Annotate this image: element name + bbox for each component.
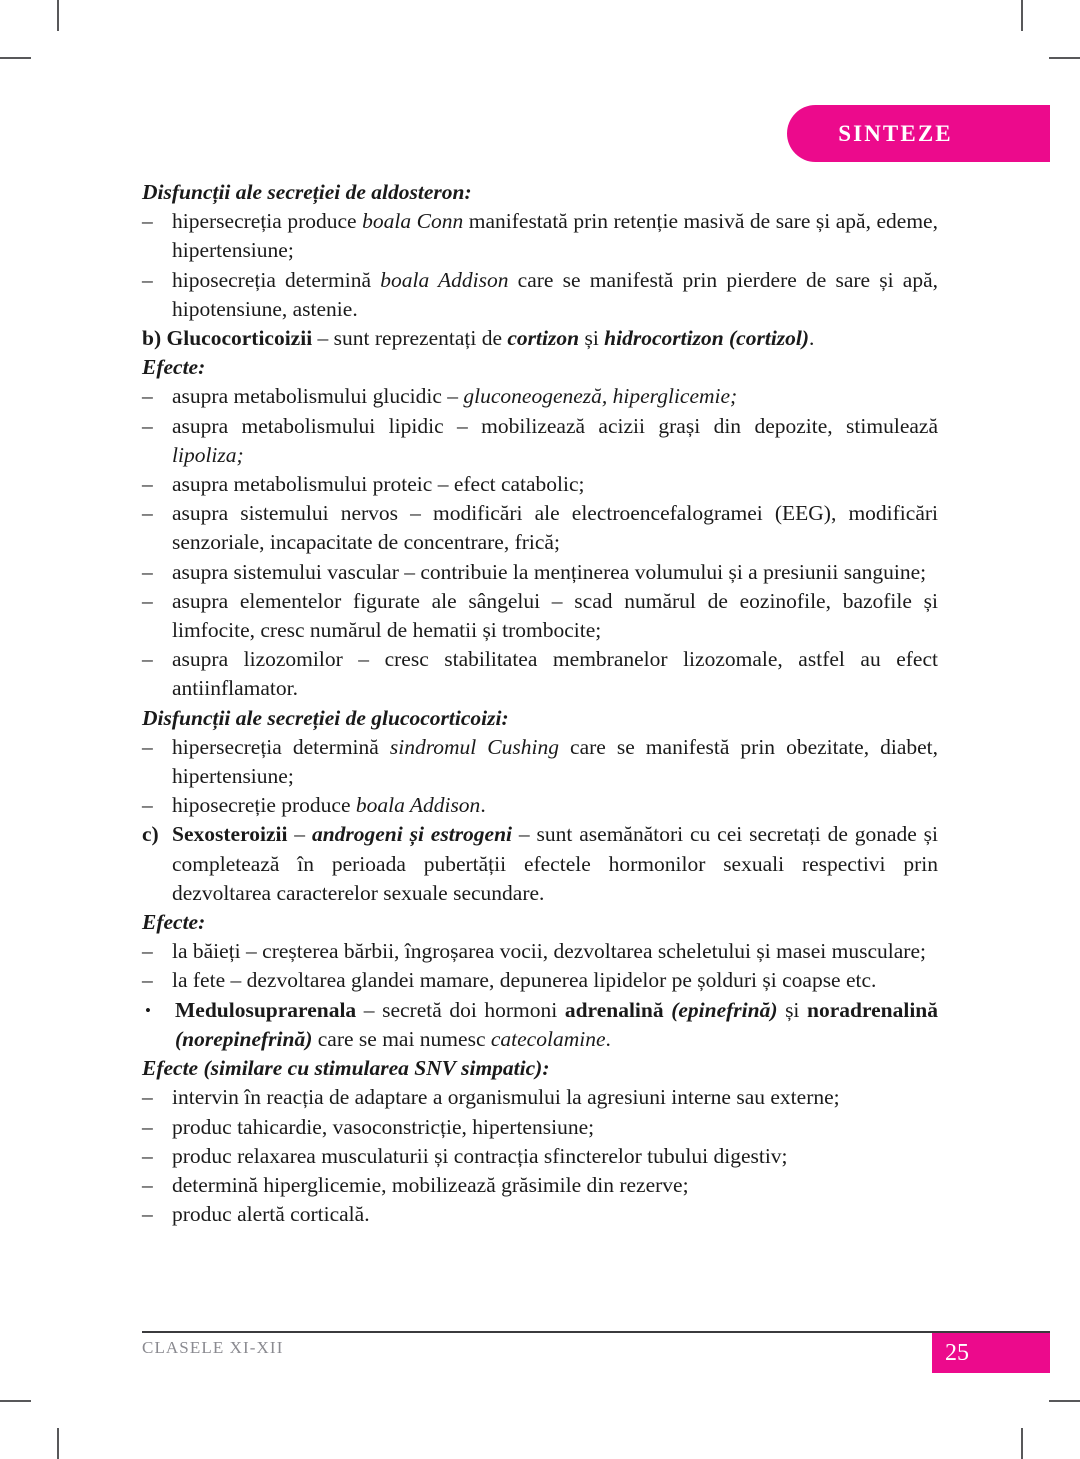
emphasis-term: boala Addison	[380, 267, 509, 292]
hormone-name: adrenalină	[564, 997, 664, 1022]
list-marker-dash: –	[142, 939, 153, 964]
hormone-alias: (norepinefrină)	[175, 1026, 313, 1051]
heading-efecte-glucocorticoizi: Efecte:	[142, 355, 206, 380]
list-item-text	[172, 733, 938, 791]
text-run: care se mai numesc	[312, 1026, 491, 1051]
list-marker-dash: –	[142, 1085, 153, 1110]
text-run: și	[579, 326, 605, 351]
item-term: Medulosuprarenala	[175, 997, 357, 1022]
list-item	[142, 382, 938, 411]
emphasis-term: sindromul Cushing	[389, 734, 559, 759]
list-item-text	[172, 791, 938, 820]
list-item	[142, 937, 938, 966]
list-item	[142, 1171, 938, 1200]
list-marker-dash: –	[142, 647, 153, 672]
list-item	[142, 587, 938, 645]
list-marker-dash: –	[142, 1172, 153, 1197]
text-run: manifestată prin retenție masivă de sare și apă, edeme, hipertensiune;	[172, 209, 938, 263]
crop-mark-bottom-right-vertical	[1021, 1428, 1023, 1459]
list-item-text: asupra sistemului nervos – modificări ale electroencefalogramei (EEG), modificări senzoriale, incapacitate de concentrare, frică;	[172, 501, 938, 555]
list-marker-dash: –	[142, 588, 153, 613]
list-marker-bullet: •	[145, 1000, 151, 1020]
list-item-text	[172, 382, 938, 411]
list-marker-dash: –	[142, 1202, 153, 1227]
list-item	[142, 791, 938, 820]
list-marker-dash: –	[142, 968, 153, 993]
list-item-text	[172, 266, 938, 324]
text-run: – sunt reprezentați de	[312, 326, 508, 351]
text-run: – secretă doi hormoni	[356, 997, 565, 1022]
list-item-text: produc alertă corticală.	[172, 1202, 370, 1227]
footer-class-label: CLASELE XI-XII	[142, 1338, 284, 1357]
crop-mark-bottom-left-horizontal	[0, 1400, 31, 1402]
list-item	[142, 733, 938, 791]
text-run: .	[809, 326, 815, 351]
emphasis-term: hidrocortizon (cortizol)	[604, 326, 810, 351]
text-run: care se manifestă prin pierdere de sare și apă, hipotensiune, astenie.	[172, 267, 939, 321]
crop-mark-top-right-horizontal	[1049, 57, 1080, 59]
list-item	[142, 207, 938, 265]
item-b-glucocorticoizii	[142, 324, 938, 353]
list-item-text: la băieți – creșterea bărbii, îngroșarea vocii, dezvoltarea scheletului și masei musculare;	[172, 939, 926, 964]
item-term: Glucocorticoizii	[166, 326, 313, 351]
emphasis-term: boala Conn	[362, 209, 464, 234]
list-item	[142, 470, 938, 499]
footer-divider	[142, 1331, 1050, 1333]
page-content	[142, 178, 938, 1229]
item-term: Sexosteroizii	[172, 822, 288, 847]
text-run: –	[287, 822, 312, 847]
list-marker-dash: –	[142, 734, 153, 759]
list-item	[142, 499, 938, 557]
text-run: hipersecreția determină	[172, 734, 390, 759]
list-item-text: asupra elementelor figurate ale sângelui – scad numărul de eozinofile, bazofile și limfocite, cresc numărul de hematii și trombocite;	[172, 588, 938, 643]
list-marker-dash: –	[142, 793, 153, 818]
crop-mark-bottom-right-horizontal	[1049, 1400, 1080, 1402]
text-run: care se manifestă prin obezitate, diabet, hipertensiune;	[172, 734, 939, 789]
list-item-text	[172, 412, 938, 470]
item-letter: c)	[142, 822, 159, 847]
emphasis-term: catecolamine	[490, 1026, 606, 1051]
crop-mark-top-left-horizontal	[0, 57, 31, 59]
hormone-name: noradrenalină	[806, 997, 938, 1022]
text-run: –	[512, 822, 537, 847]
list-item-text: la fete – dezvoltarea glandei mamare, depunerea lipidelor pe șolduri și coapse etc.	[172, 968, 877, 993]
list-item-text: determină hiperglicemie, mobilizează grăsimile din rezerve;	[172, 1172, 689, 1197]
list-marker-dash: –	[142, 472, 153, 497]
list-item	[142, 1142, 938, 1171]
item-c-sexosteroizii	[142, 820, 938, 908]
text-run: hiposecreție produce	[172, 793, 356, 818]
heading-efecte-sexosteroizi: Efecte:	[142, 910, 206, 935]
list-marker-dash: –	[142, 1143, 153, 1168]
text-run: asupra metabolismului glucidic –	[172, 384, 464, 409]
list-item-text: asupra lizozomilor – cresc stabilitatea membranelor lizozomale, astfel au efect antiinflamator.	[172, 647, 938, 701]
list-item-text	[172, 820, 938, 908]
text-run: și	[777, 997, 807, 1022]
list-item-text: asupra metabolismului proteic – efect catabolic;	[172, 472, 585, 497]
emphasis-term: lipoliza;	[172, 442, 244, 467]
list-item	[142, 412, 938, 470]
list-item-text: produc tahicardie, vasoconstricție, hipertensiune;	[172, 1114, 595, 1139]
emphasis-term: androgeni și estrogeni	[311, 822, 513, 847]
page-number: 25	[945, 1339, 969, 1366]
text-run: hipersecreția produce	[172, 209, 363, 234]
item-medulosuprarenala	[142, 996, 938, 1054]
heading-disfunctii-aldosteron: Disfuncții ale secreției de aldosteron:	[142, 180, 472, 204]
item-letter: b)	[142, 326, 167, 351]
list-item	[142, 266, 938, 324]
list-item	[142, 645, 938, 703]
list-item-text: produc relaxarea musculaturii și contracția sfincterelor tubului digestiv;	[172, 1143, 788, 1168]
list-marker-dash: –	[142, 267, 153, 292]
text-run: hiposecreția determină	[172, 267, 381, 292]
list-marker-dash: –	[142, 1114, 153, 1139]
list-marker-dash: –	[142, 384, 153, 409]
text-run: .	[605, 1026, 611, 1051]
list-item	[142, 558, 938, 587]
page-number-block	[932, 1333, 1050, 1373]
list-marker-dash: –	[142, 413, 153, 438]
emphasis-term: cortizon	[507, 326, 580, 351]
heading-efecte-catecolamine: Efecte (similare cu stimularea SNV simpatic):	[142, 1056, 550, 1081]
list-item	[142, 1200, 938, 1229]
hormone-alias: (epinefrină)	[663, 997, 778, 1022]
section-badge	[787, 105, 1050, 162]
text-run: sunt asemănători cu cei secretați de gonade și completează în perioada pubertății efectele hormonilor sexuali respectivi prin dezvoltarea caracterelor sexuale secundare.	[172, 822, 939, 905]
list-marker-dash: –	[142, 559, 153, 584]
list-item	[142, 1113, 938, 1142]
list-item	[142, 966, 938, 995]
crop-mark-bottom-left-vertical	[57, 1428, 59, 1459]
crop-mark-top-right-vertical	[1021, 0, 1023, 31]
text-run: .	[480, 793, 486, 818]
list-item-text	[172, 207, 938, 265]
list-item-text	[175, 996, 938, 1054]
text-run: asupra metabolismului lipidic – mobilizează acizii grași din depozite, stimulează	[172, 413, 938, 438]
list-marker-dash: –	[142, 209, 153, 234]
crop-mark-top-left-vertical	[57, 0, 59, 31]
emphasis-term: boala Addison	[355, 793, 481, 818]
list-item-text: asupra sistemului vascular – contribuie la menținerea volumului și a presiunii sanguine;	[172, 559, 927, 584]
section-badge-label: SINTEZE	[838, 120, 953, 146]
heading-disfunctii-glucocorticoizi: Disfuncții ale secreției de glucocorticoizi:	[142, 705, 509, 730]
list-item-text: intervin în reacția de adaptare a organismului la agresiuni interne sau externe;	[172, 1085, 840, 1110]
list-marker-dash: –	[142, 501, 153, 526]
list-item	[142, 1083, 938, 1112]
emphasis-term: gluconeogeneză, hiperglicemie;	[463, 384, 738, 409]
